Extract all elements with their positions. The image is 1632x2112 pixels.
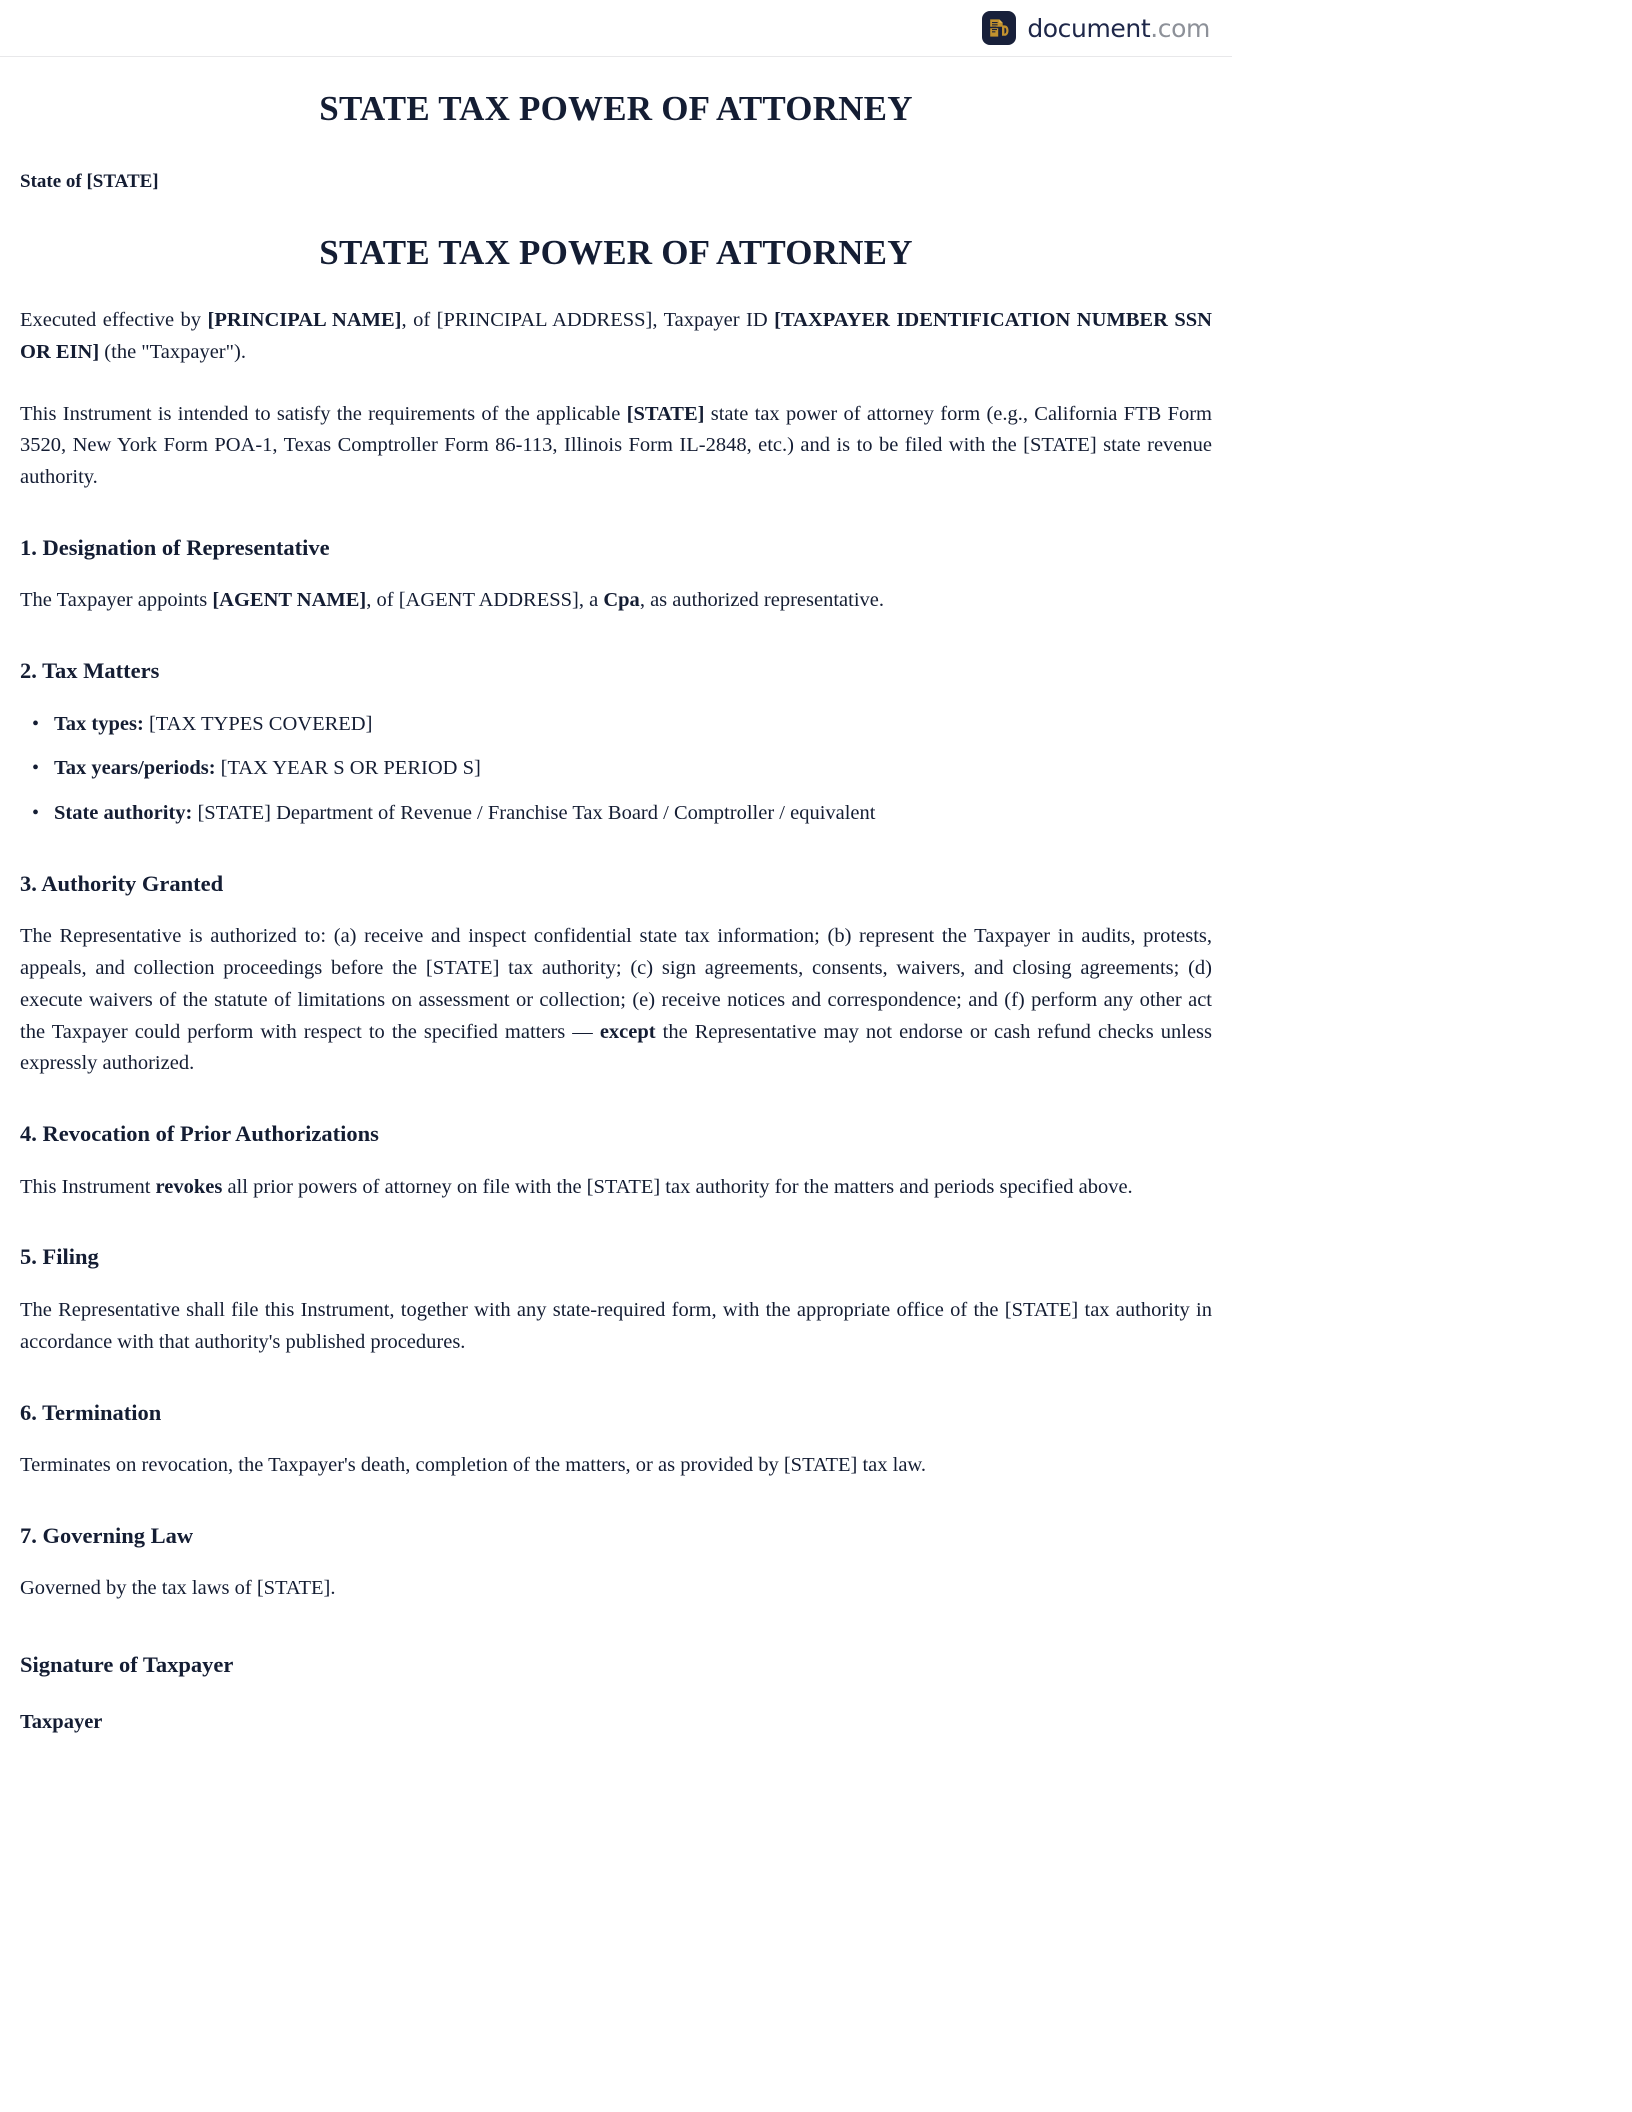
principal-name-token: [PRINCIPAL NAME]	[207, 309, 402, 331]
purpose-paragraph	[20, 399, 1212, 494]
page-header	[0, 0, 1232, 57]
intro-part3: (the "Taxpayer").	[99, 340, 246, 363]
s3-part2: the Representative may not endorse or cash refund checks unless expressly authorized.	[20, 1020, 1213, 1075]
list-item	[54, 709, 1212, 741]
section-heading-4: 4. Revocation of Prior Authorizations	[20, 1121, 379, 1147]
bullet-value: [TAX TYPES COVERED]	[143, 712, 373, 735]
section-heading-5: 5. Filing	[20, 1244, 99, 1270]
section-heading-7: 7. Governing Law	[20, 1522, 194, 1548]
section-heading-2: 2. Tax Matters	[20, 658, 160, 684]
bullet-label: Tax types:	[54, 712, 144, 735]
bullet-label: State authority:	[54, 802, 193, 825]
s1-part2: , of [AGENT ADDRESS], a	[366, 589, 604, 612]
brand-name-secondary: .com	[1150, 13, 1210, 43]
intro-paragraph	[20, 305, 1212, 369]
signature-label-taxpayer: Taxpayer	[20, 1710, 103, 1733]
section-heading-3: 3. Authority Granted	[20, 870, 224, 896]
list-item	[54, 798, 1212, 830]
purpose-part1: This Instrument is intended to satisfy the requirements of the applicable	[20, 402, 627, 425]
s4-part1: This Instrument	[20, 1175, 156, 1198]
agent-role-token: Cpa	[603, 589, 640, 612]
s3-emphasis: except	[599, 1020, 656, 1043]
s3-part1: The Representative is authorized to: (a) receive and inspect confidential state tax information; (b) represent the Taxpayer in audits, protests, appeals, and collection proceedings before the [STATE] tax authority; (c) sign agreements, consents, waivers, and closing agreements; (d) execute waivers of the statute of limitations on assessment or collection; (e) receive notices and correspondence; and (f) perform any other act the Taxpayer could perform with respect to the specified matters —	[20, 925, 1212, 1043]
section-4-body	[20, 1172, 1212, 1204]
brand-name	[1027, 13, 1210, 43]
section-1-body	[20, 585, 1212, 617]
document-heading-main: STATE TAX POWER OF ATTORNEY	[319, 233, 913, 273]
section-heading-6: 6. Termination	[20, 1399, 162, 1425]
state-line: State of [STATE]	[20, 170, 159, 192]
section-3-body	[20, 921, 1212, 1080]
section-5-body: The Representative shall file this Instrument, together with any state-required form, with the appropriate office of the [STATE] tax authority in accordance with that authority's published procedures.	[20, 1298, 1212, 1353]
bullet-value: [STATE] Department of Revenue / Franchise Tax Board / Comptroller / equivalent	[192, 802, 876, 825]
tax-matters-list	[20, 709, 1212, 830]
list-item	[54, 753, 1212, 785]
s4-emphasis: revokes	[155, 1175, 223, 1198]
s4-part2: all prior powers of attorney on file with the [STATE] tax authority for the matters and periods specified above.	[222, 1175, 1133, 1198]
document-body	[0, 87, 1232, 1737]
section-heading-1: 1. Designation of Representative	[20, 534, 330, 560]
brand-logo-lockup[interactable]	[982, 11, 1210, 45]
section-6-body: Terminates on revocation, the Taxpayer's death, completion of the matters, or as provided by [STATE] tax law.	[20, 1454, 927, 1477]
taxpayer-id-token: [TAXPAYER IDENTIFICATION NUMBER SSN OR EIN]	[20, 309, 1212, 363]
intro-part1: Executed effective by	[20, 309, 208, 331]
s1-part1: The Taxpayer appoints	[20, 589, 213, 612]
agent-name-token: [AGENT NAME]	[212, 589, 367, 612]
signature-heading: Signature of Taxpayer	[20, 1652, 234, 1678]
brand-name-primary: document	[1027, 13, 1151, 43]
bullet-value: [TAX YEAR S OR PERIOD S]	[215, 757, 481, 780]
page-title: STATE TAX POWER OF ATTORNEY	[319, 89, 913, 128]
intro-part2: , of [PRINCIPAL ADDRESS], Taxpayer ID	[401, 309, 775, 331]
bullet-label: Tax years/periods:	[54, 757, 216, 780]
document-logo-icon	[982, 11, 1016, 45]
section-7-body: Governed by the tax laws of [STATE].	[20, 1577, 336, 1600]
purpose-part2: state tax power of attorney form (e.g., California FTB Form 3520, New York Form POA-1, Texas Comptroller Form 86-113, Illinois Form IL-2848, etc.) and is to be filed with the [STATE] state revenue authority.	[20, 402, 1212, 489]
s1-part3: , as authorized representative.	[639, 589, 884, 612]
state-token: [STATE]	[626, 402, 705, 425]
